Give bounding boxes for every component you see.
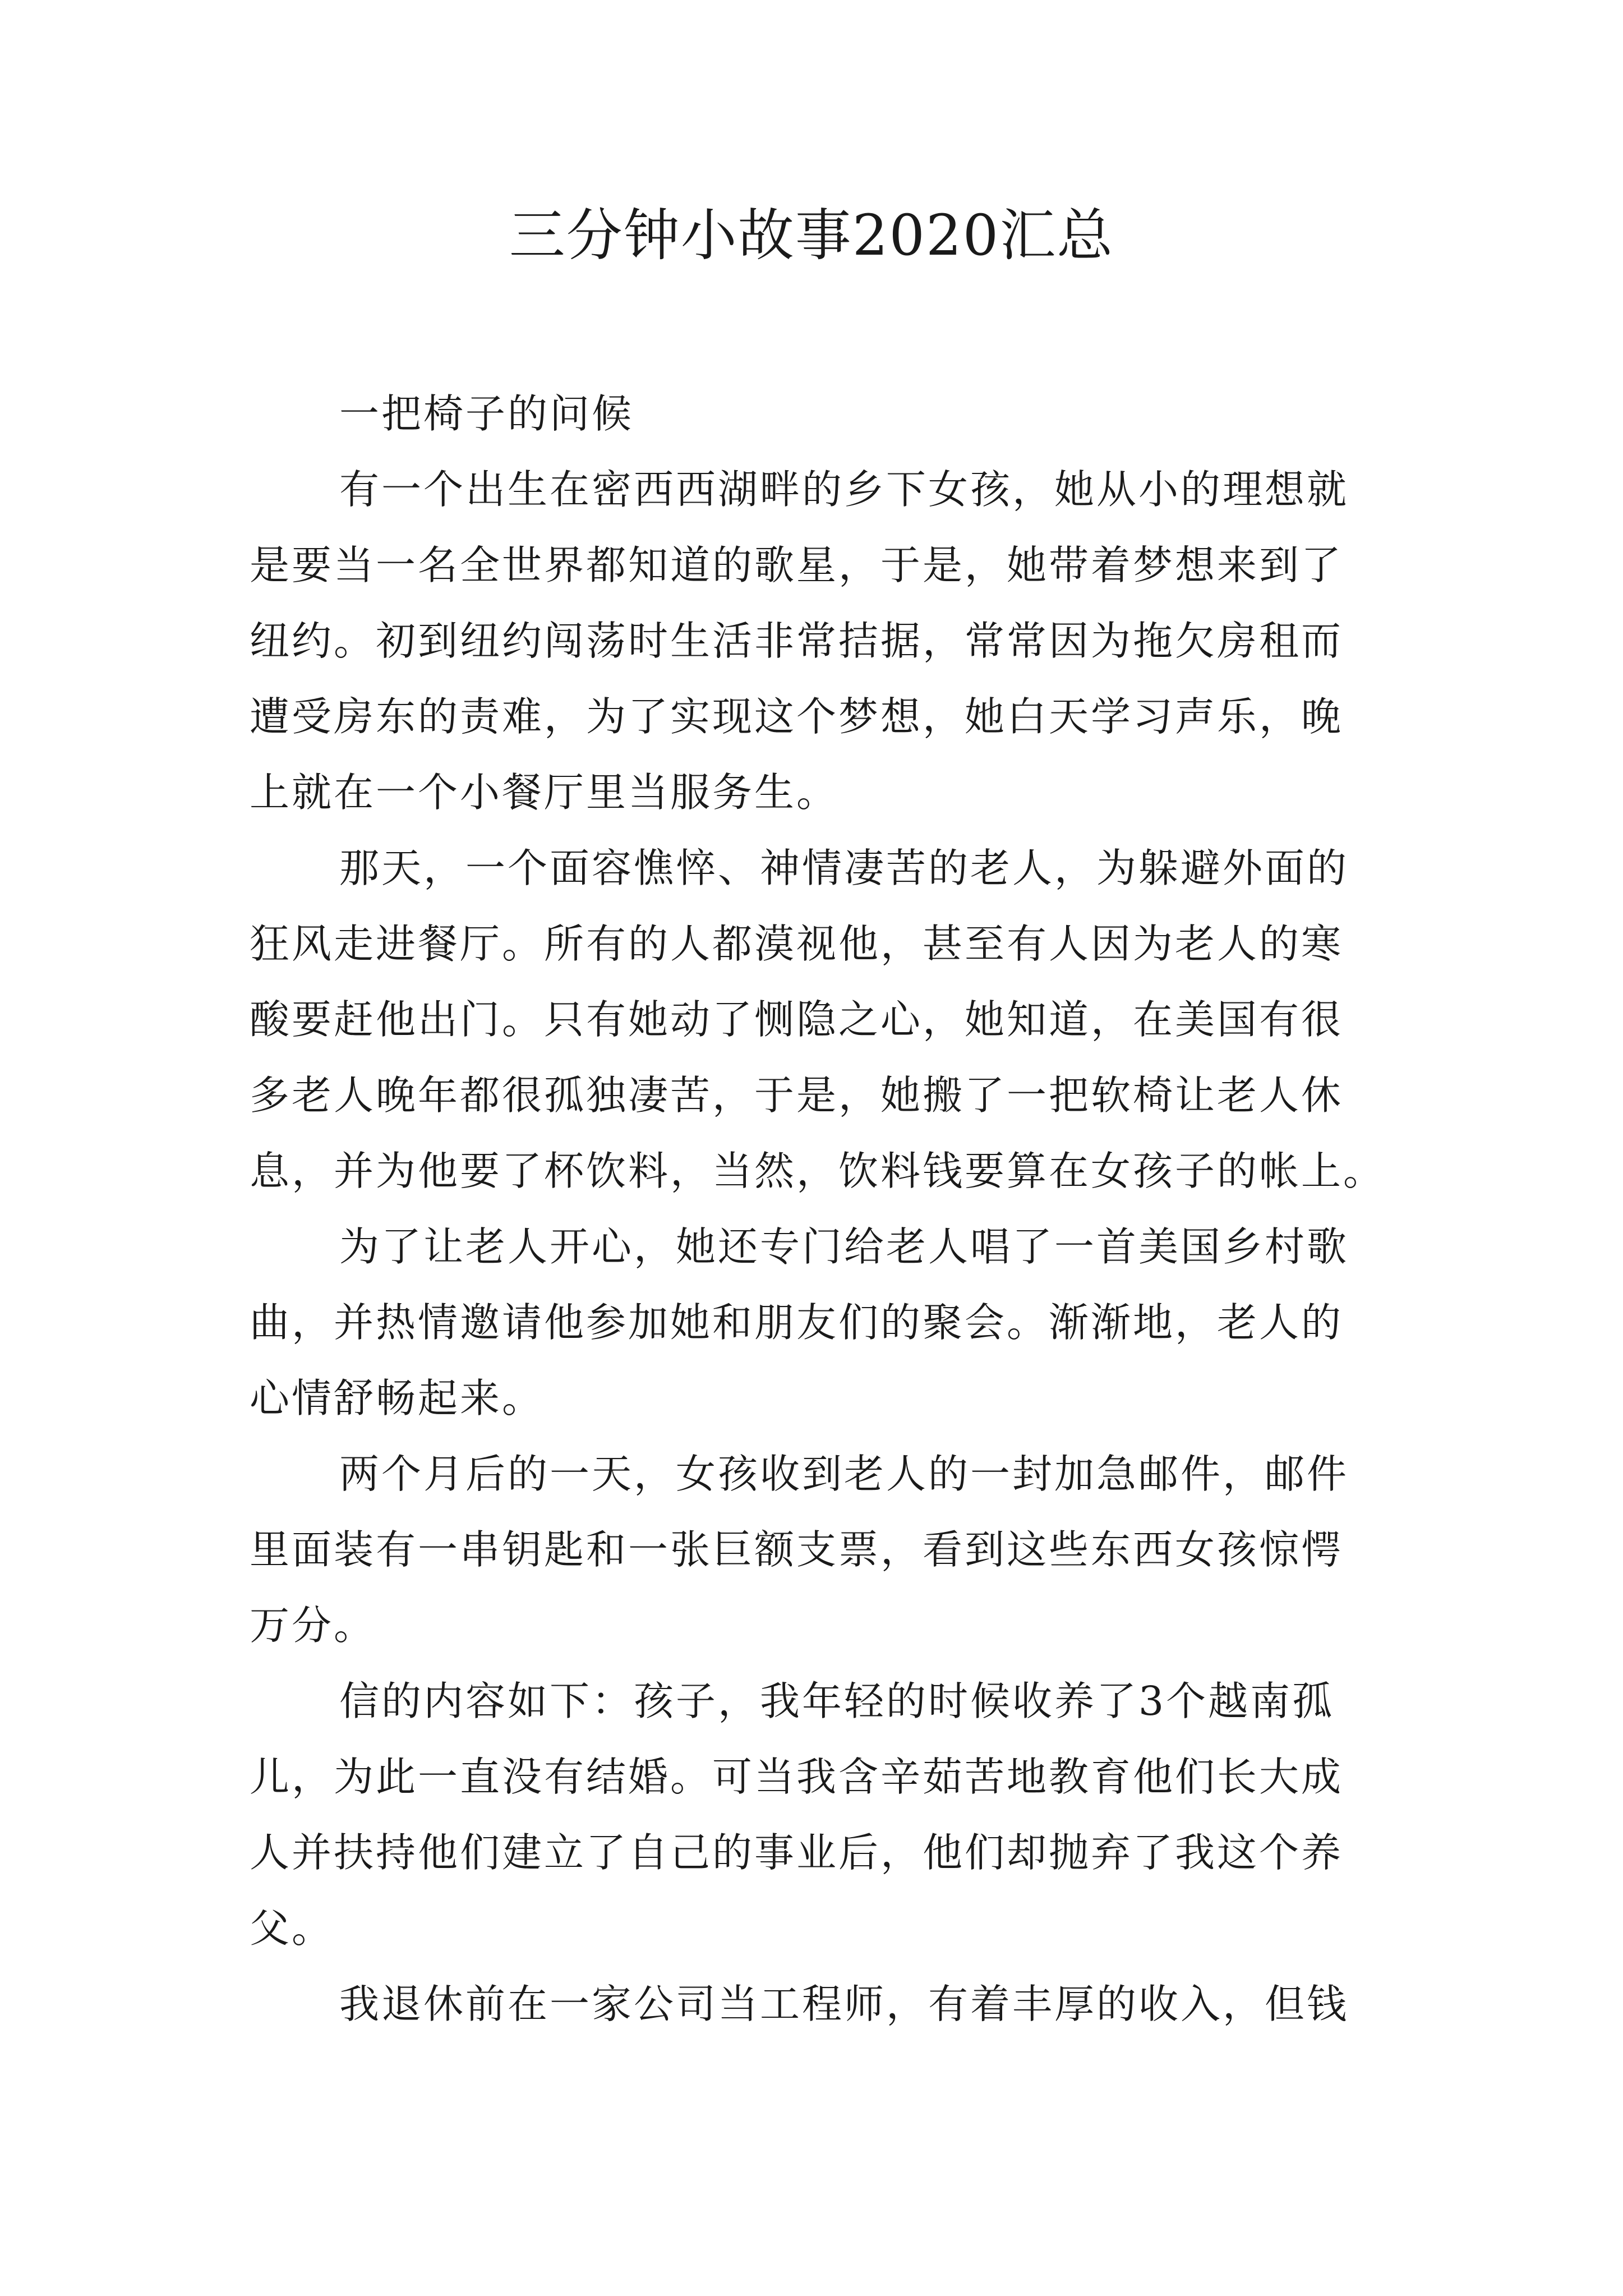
paragraph <box>250 1663 1371 1966</box>
text-line: 万分。 <box>250 1602 376 1649</box>
text-line: 儿，为此一直没有结婚。可当我含辛茹苦地教育他们长大成 <box>250 1754 1344 1800</box>
text-line: 我退休前在一家公司当工程师，有着丰厚的收入，但钱 <box>339 1981 1349 2027</box>
text-line: 信的内容如下：孩子，我年轻的时候收养了3个越南孤 <box>339 1678 1335 1724</box>
paragraph <box>250 1966 1371 2042</box>
text-line: 那天，一个面容憔悴、神情凄苦的老人，为躲避外面的 <box>339 845 1349 891</box>
text-line: 多老人晚年都很孤独凄苦，于是，她搬了一把软椅让老人休 <box>250 1072 1344 1119</box>
paragraph <box>250 1436 1371 1663</box>
text-line: 息，并为他要了杯饮料，当然，饮料钱要算在女孩子的帐上。 <box>250 1148 1386 1194</box>
text-line: 曲，并热情邀请他参加她和朋友们的聚会。渐渐地，老人的 <box>250 1299 1344 1346</box>
paragraph <box>250 452 1371 830</box>
text-line: 酸要赶他出门。只有她动了恻隐之心，她知道，在美国有很 <box>250 996 1344 1043</box>
text-line: 为了让老人开心，她还专门给老人唱了一首美国乡村歌 <box>339 1223 1349 1270</box>
text-line: 有一个出生在密西西湖畔的乡下女孩，她从小的理想就 <box>339 466 1349 513</box>
text-line: 遭受房东的责难，为了实现这个梦想，她白天学习声乐，晚 <box>250 693 1344 740</box>
document-title: 三分钟小故事2020汇总 <box>509 203 1114 268</box>
text-line: 人并扶持他们建立了自己的事业后，他们却抛弃了我这个养 <box>250 1829 1344 1876</box>
text-line: 里面装有一串钥匙和一张巨额支票，看到这些东西女孩惊愕 <box>250 1526 1344 1573</box>
text-line: 父。 <box>250 1905 334 1952</box>
document-body <box>250 376 1386 2042</box>
text-line: 是要当一名全世界都知道的歌星，于是，她带着梦想来到了 <box>250 542 1344 588</box>
text-line: 两个月后的一天，女孩收到老人的一封加急邮件，邮件 <box>339 1451 1349 1497</box>
text-line: 纽约。初到纽约闯荡时生活非常拮据，常常因为拖欠房租而 <box>250 618 1344 664</box>
text-line: 上就在一个小餐厅里当服务生。 <box>250 769 839 816</box>
paragraph <box>250 830 1386 1209</box>
text-line: 狂风走进餐厅。所有的人都漠视他，甚至有人因为老人的寒 <box>250 921 1344 967</box>
story-subheading: 一把椅子的问候 <box>339 390 634 437</box>
text-line: 心情舒畅起来。 <box>250 1375 545 1421</box>
paragraph <box>250 1209 1371 1436</box>
